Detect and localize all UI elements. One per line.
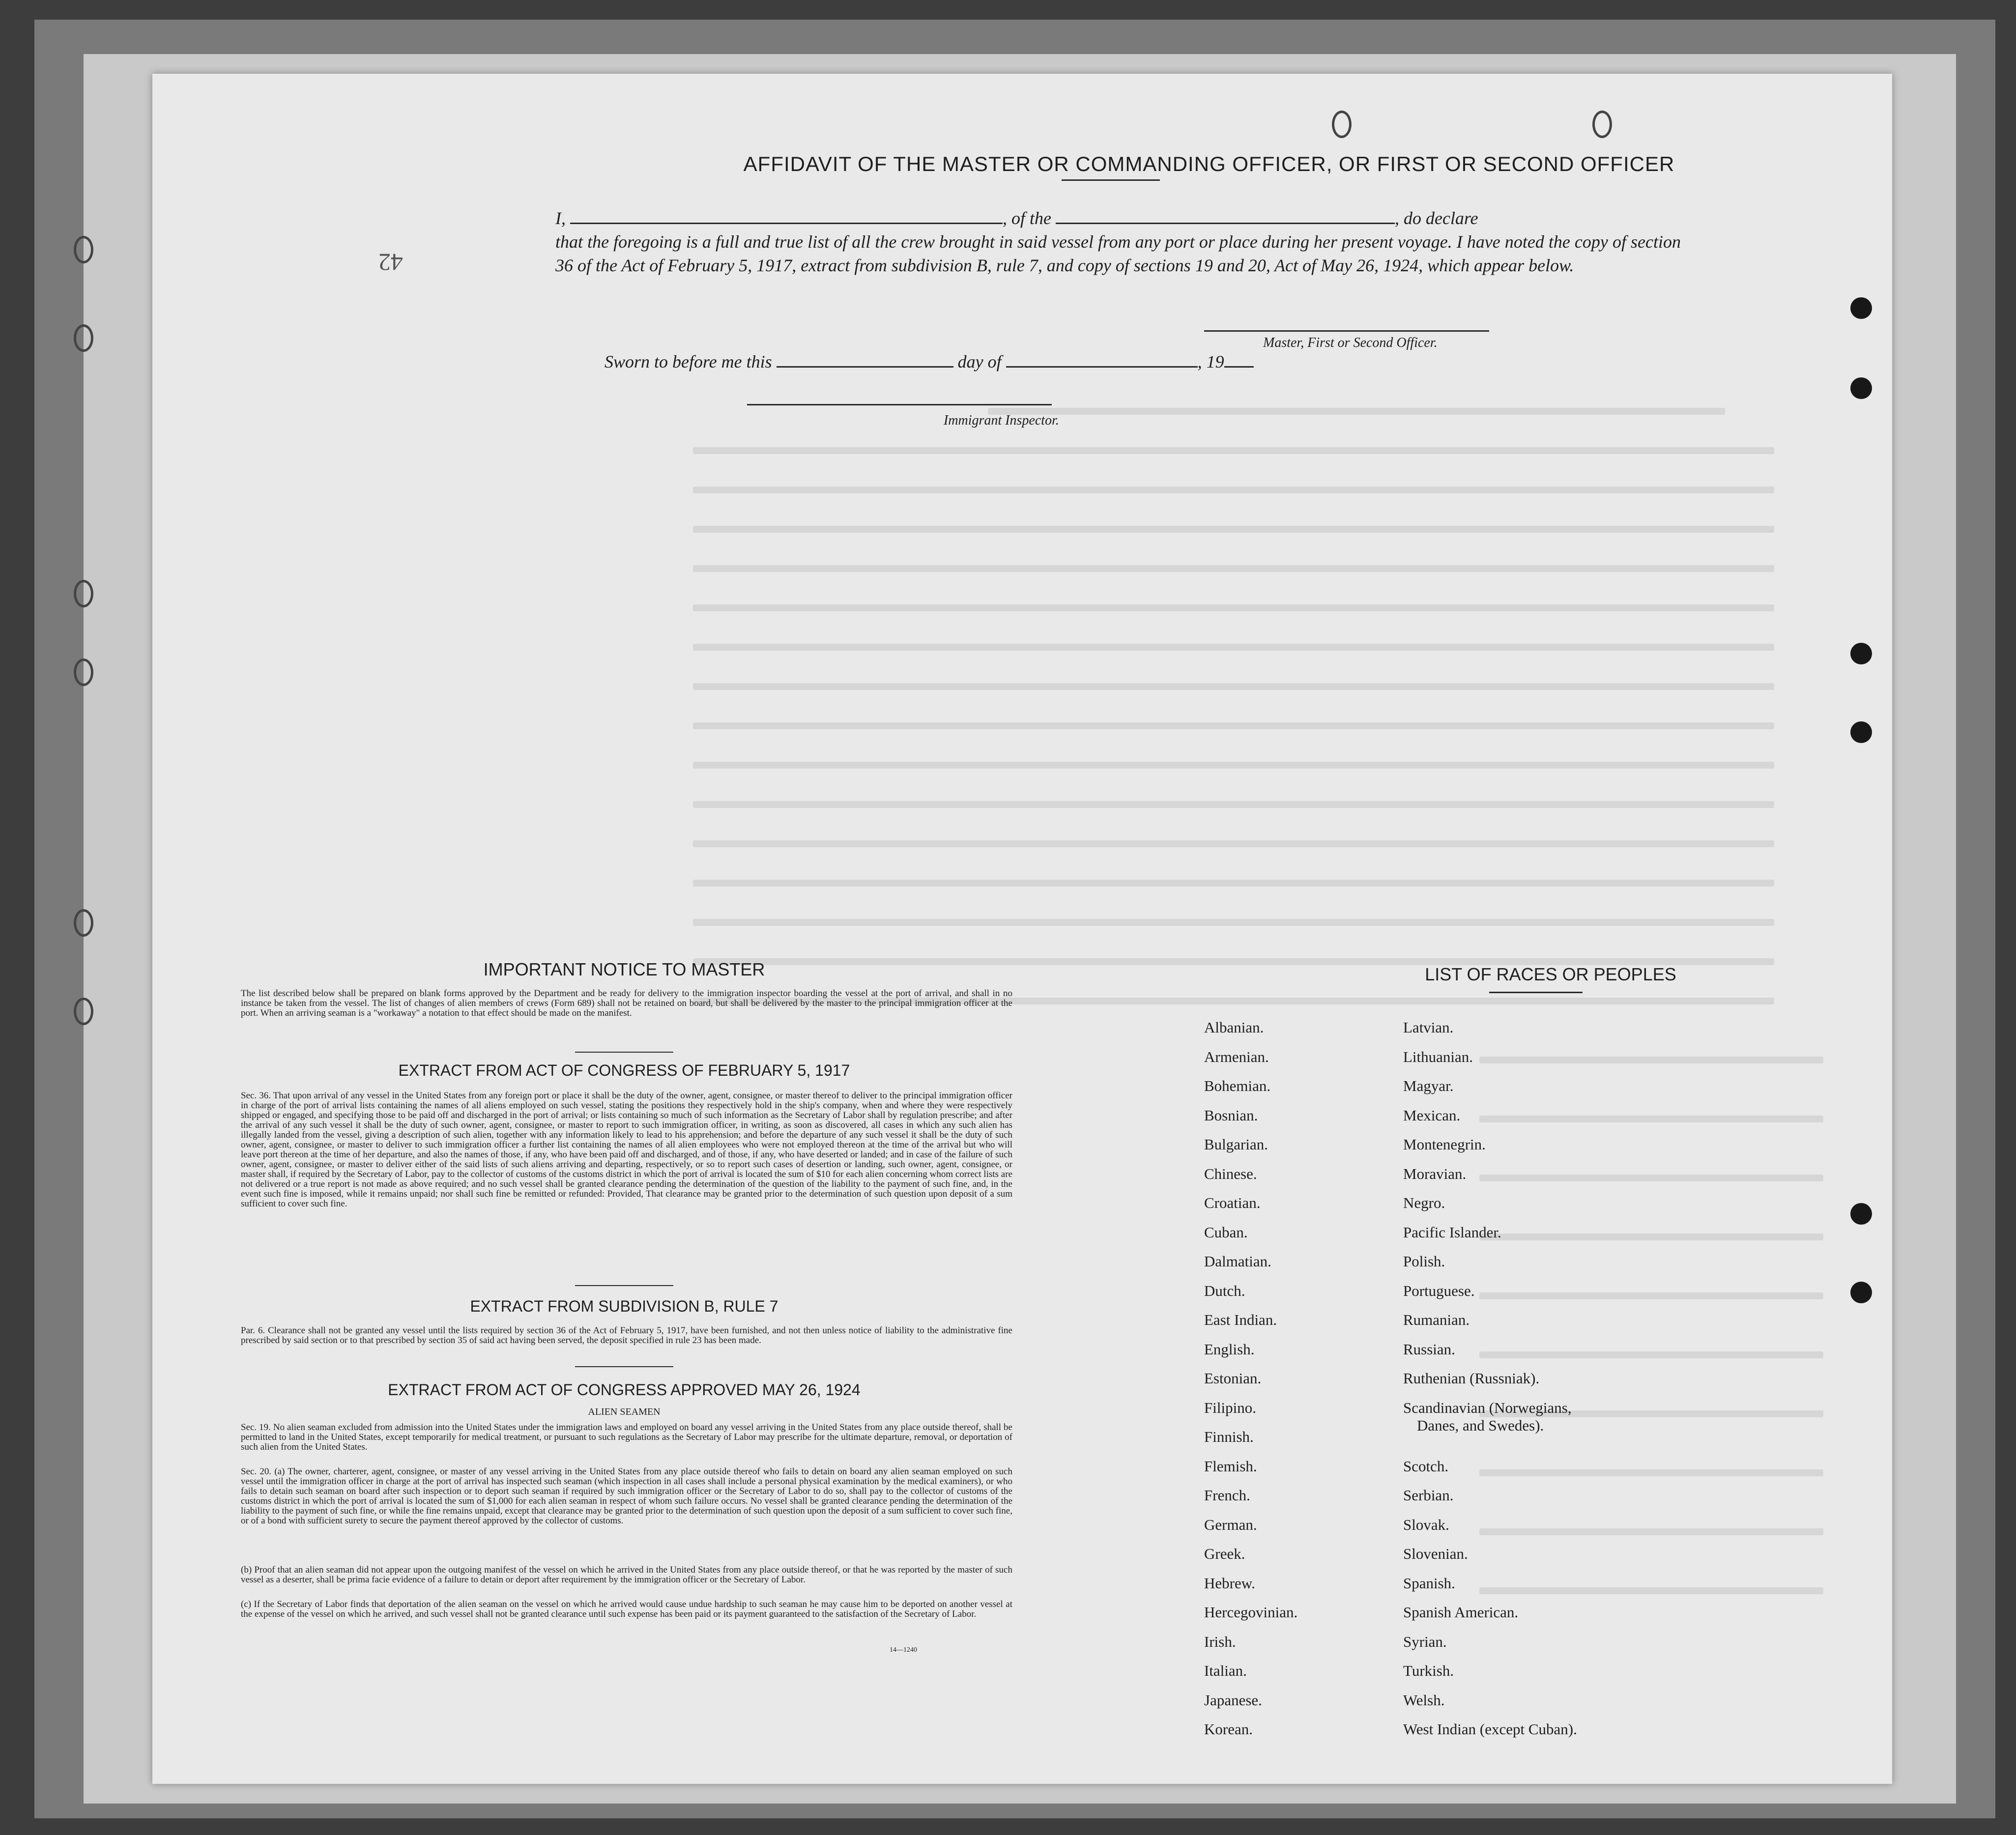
extract-1917-heading: EXTRACT FROM ACT OF CONGRESS OF FEBRUARY 5, 1917 (398, 1061, 850, 1079)
race-item: French. (1204, 1487, 1250, 1504)
race-item: Korean. (1204, 1720, 1253, 1738)
binder-hole (74, 236, 93, 263)
signature-line[interactable] (1204, 330, 1489, 332)
day-of-text: day of (957, 352, 1002, 372)
race-item: Negro. (1403, 1194, 1445, 1211)
vessel-field[interactable] (1056, 210, 1395, 224)
race-item: Pacific Islander. (1403, 1223, 1501, 1241)
race-item: Slovenian. (1403, 1545, 1468, 1562)
inspector-line[interactable] (747, 404, 1052, 405)
extract-1924-sec20b: (b) Proof that an alien seaman did not appear upon the outgoing manifest of the vessel on which he arrived in the United States from any place outside thereof, or that he was reported by the master of such vessel as a deserter, shall be prima facie evidence of a failure to detain or deport after requirement by the immigration officer or the Secretary of Labor. (241, 1565, 1012, 1585)
title-underline (1062, 179, 1160, 181)
race-item: Scotch. (1403, 1457, 1449, 1475)
affidavit-declare: , do declare (1394, 208, 1478, 228)
extract-rule7-body: Par. 6. Clearance shall not be granted any vessel until the lists required by section 36 of the Act of February 5, 1917, have been furnished, and not then unless notice of liability to the administrative fine prescribed by said section or to that prescribed by section 35 of said act having been served, the deposit specified in rule 23 has been made. (241, 1325, 1012, 1346)
race-item: Ruthenian (Russniak). (1403, 1370, 1540, 1387)
affidavit-of-the: , of the (1003, 208, 1051, 228)
race-item: Bohemian. (1204, 1077, 1271, 1094)
race-item: Dutch. (1204, 1282, 1245, 1299)
race-item: Spanish. (1403, 1574, 1455, 1592)
margin-mark: 42 (378, 249, 403, 276)
notice-heading: IMPORTANT NOTICE TO MASTER (483, 959, 765, 979)
race-item: Cuban. (1204, 1223, 1248, 1241)
binder-hole (74, 580, 93, 607)
race-item: Croatian. (1204, 1194, 1261, 1211)
extract-1917-body: Sec. 36. That upon arrival of any vessel in the United States from any foreign port or place it shall be the duty of the owner, agent, consignee, or master thereof to deliver to the principal immigration officer in charge of the port of arrival lists containing the names of all aliens employed on such vessel, stating the positions they respectively hold in the ship's company, when and where they were respectively shipped or engaged, and specifying those to be paid off and discharged in the port of arrival; or lists containing so much of such information as the Secretary of Labor shall by regulation prescribe; and after the arrival of any such vessel it shall be the duty of such owner, agent, consignee, or master to report to such immigration officer, in writing, as soon as discovered, all cases in which any such alien has illegally landed from the vessel, giving a description of such alien, together with any information likely to lead to his apprehension; and before the departure of any such vessel it shall be the duty of such owner, agent, consignee, or master to deliver to such immigration officer a further list containing the names of all alien employees who were not employed thereon at the time of the arrival but who will leave port thereon at the time of her departure, and also the names of those, if any, who have been paid off and discharged, and of those, if any, who have deserted or landed; and in case of the failure of such owner, agent, consignee, or master to deliver either of the said lists of such aliens arriving and departing, respectively, or so to report such cases of desertion or landing, such owner, agent, consignee, or master shall, if required by the Secretary of Labor, pay to the collector of customs of the customs district in which the port of arrival is located the sum of $10 for each alien concerning whom correct lists are not delivered or a true report is not made as above required; and no such vessel shall be granted clearance pending the determination of the question of the liability to the payment of such fine, and, in the event such fine is imposed, while it remains unpaid; nor shall such fine be remitted or refunded: Provided, That clearance may be granted prior to the determination of such question upon deposit of a sum sufficient to cover such fine. (241, 1090, 1012, 1209)
affidavit-title: AFFIDAVIT OF THE MASTER OR COMMANDING OFFICER, OR FIRST OR SECOND OFFICER (743, 152, 1675, 175)
race-item: English. (1204, 1340, 1255, 1358)
race-item: Irish. (1204, 1633, 1236, 1650)
sworn-text: Sworn to before me this (605, 352, 772, 372)
race-item: Filipino. (1204, 1399, 1256, 1416)
form-sheet (152, 74, 1892, 1784)
race-item-continuation: Danes, and Swedes). (1417, 1416, 1544, 1434)
binder-hole (74, 659, 93, 686)
extract-1924-sec20a: Sec. 20. (a) The owner, charterer, agent, consignee, or master of any vessel arriving in the United States from any place outside thereof who fails to detain on board any alien seaman employed on such vessel until the immigration officer in charge at the port of arrival has inspected such seaman (which inspection in all cases shall include a personal physical examination by the medical examiners), or who fails to detain such seaman on board after such inspection or to deport such seaman if required by such immigration officer or the Secretary of Labor to do so, shall pay to the collector of customs of the customs district in which the port of arrival is located the sum of $1,000 for each alien seaman in respect of whom such failure occurs. No vessel shall be granted clearance pending the determination of the liability to the payment of such fine, or while the fine remains unpaid, except that clearance may be granted prior to the determination of such question upon the deposit of a sum sufficient to cover such fine, or of a bond with sufficient surety to secure the payment thereof approved by the collector of customs. (241, 1466, 1012, 1526)
race-item: Scandinavian (Norwegians, Danes, and Swedes). (1403, 1399, 1577, 1458)
race-item: Syrian. (1403, 1633, 1447, 1650)
notice-body: The list described below shall be prepared on blank forms approved by the Department and be ready for delivery to the immigration inspector boarding the vessel at the port of arrival, and shall in no instance be taken from the vessel. The list of changes of alien members of crews (Form 689) shall not be retained on board, but shall be delivered by the master to the principal immigration officer at the port. When an arriving seaman is a "workaway" a notation to that effect should be made on the manifest. (241, 988, 1012, 1018)
races-heading: LIST OF RACES OR PEOPLES (1425, 964, 1676, 984)
extract-1924-sec20c: (c) If the Secretary of Labor finds that deportation of the alien seaman on the vessel on which he arrived would cause undue hardship to such seaman he may cause him to be deported on another vessel at the expense of the vessel on which he arrived, and such vessel shall not be granted clearance until such expense has been paid or its payment guaranteed to the satisfaction of the Secretary of Labor. (241, 1599, 1012, 1619)
punch-hole (1850, 1203, 1872, 1225)
binder-hole (74, 909, 93, 937)
affidavit-text: that the foregoing is a full and true list of all the crew brought in said vessel from any port or place during her present voyage. I have noted the copy of section 36 of the Act of February 5, 1917, extract from subdivision B, rule 7, and copy of sections 19 and 20, Act of May 26, 1924, which appear below. (555, 232, 1681, 275)
race-item: Spanish American. (1403, 1604, 1519, 1621)
binder-hole (74, 324, 93, 352)
punch-hole (1850, 297, 1872, 319)
extract-1924-subheading: ALIEN SEAMEN (588, 1406, 661, 1417)
race-item: Polish. (1403, 1253, 1445, 1270)
race-item: Bosnian. (1204, 1106, 1258, 1124)
race-item: Turkish. (1403, 1662, 1454, 1679)
race-item: Welsh. (1403, 1691, 1445, 1709)
divider (1489, 992, 1583, 993)
race-item: Armenian. (1204, 1048, 1269, 1065)
extract-1924-sec19: Sec. 19. No alien seaman excluded from admission into the United States under the immigration laws and employed on board any vessel arriving in the United States from any place outside thereof, shall be permitted to land in the United States, except temporarily for medical treatment, or pursuant to such regulations as the Secretary of Labor may prescribe for the ultimate departure, removal, or deportation of such alien from the United States. (241, 1422, 1012, 1452)
punch-hole (1332, 111, 1352, 138)
race-item: Moravian. (1403, 1165, 1467, 1182)
divider (575, 1366, 673, 1367)
affidavit-i: I, (555, 208, 566, 228)
race-item: Lithuanian. (1403, 1048, 1473, 1065)
race-item: Mexican. (1403, 1106, 1461, 1124)
race-item: Italian. (1204, 1662, 1247, 1679)
race-item: West Indian (except Cuban). (1403, 1720, 1577, 1738)
race-item: Estonian. (1204, 1370, 1262, 1387)
binder-hole (74, 998, 93, 1025)
sworn-line (605, 351, 1254, 372)
race-item: Slovak. (1403, 1516, 1449, 1533)
race-item: Flemish. (1204, 1457, 1257, 1475)
race-item: Portuguese. (1403, 1282, 1475, 1299)
race-item: Montenegrin. (1403, 1136, 1486, 1153)
affidavit-body (555, 206, 1681, 277)
race-item: Hebrew. (1204, 1574, 1255, 1592)
race-item: Russian. (1403, 1340, 1455, 1358)
race-item: Rumanian. (1403, 1311, 1470, 1328)
sworn-day-field[interactable] (777, 353, 953, 368)
divider (575, 1052, 673, 1053)
race-item: Greek. (1204, 1545, 1245, 1562)
extract-1924-heading: EXTRACT FROM ACT OF CONGRESS APPROVED MAY 26, 1924 (388, 1381, 861, 1399)
race-item: Magyar. (1403, 1077, 1454, 1094)
year-prefix: , 19 (1197, 352, 1224, 372)
race-item: Latvian. (1403, 1019, 1454, 1036)
race-item: Finnish. (1204, 1428, 1254, 1445)
race-item: Bulgarian. (1204, 1136, 1268, 1153)
punch-hole (1850, 643, 1872, 664)
punch-hole (1850, 377, 1872, 399)
extract-rule7-heading: EXTRACT FROM SUBDIVISION B, RULE 7 (470, 1297, 778, 1315)
signature-caption: Master, First or Second Officer. (1263, 335, 1438, 350)
punch-hole (1850, 721, 1872, 743)
sworn-year-field[interactable] (1224, 353, 1254, 368)
name-field[interactable] (570, 210, 1003, 224)
race-item: Japanese. (1204, 1691, 1262, 1709)
races-right-column (1403, 1019, 1577, 1750)
race-item: Hercegovinian. (1204, 1604, 1298, 1621)
divider (575, 1285, 673, 1286)
race-item: Chinese. (1204, 1165, 1257, 1182)
form-number: 14—1240 (890, 1646, 917, 1654)
race-item: German. (1204, 1516, 1257, 1533)
inspector-caption: Immigrant Inspector. (944, 413, 1059, 428)
sworn-month-field[interactable] (1006, 353, 1198, 368)
race-item: Albanian. (1204, 1019, 1264, 1036)
races-left-column (1204, 1019, 1297, 1750)
race-item: Dalmatian. (1204, 1253, 1271, 1270)
punch-hole (1850, 1282, 1872, 1303)
race-item: East Indian. (1204, 1311, 1277, 1328)
race-item: Serbian. (1403, 1487, 1454, 1504)
punch-hole (1592, 111, 1612, 138)
